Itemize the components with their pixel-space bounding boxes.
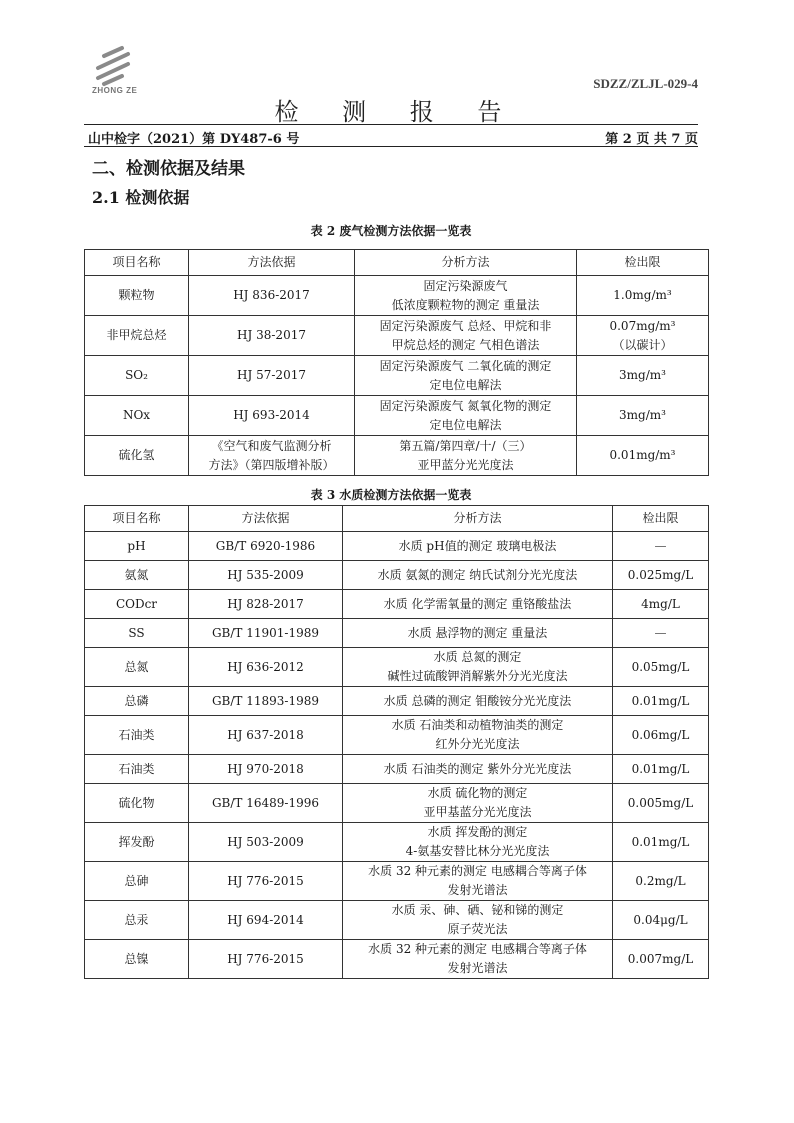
analysis-method-cell (343, 940, 613, 979)
item-name-cell (85, 316, 189, 356)
table-row (85, 784, 709, 823)
item-name-cell (85, 436, 189, 476)
method-basis-cell (189, 436, 355, 476)
table-row (85, 590, 709, 619)
item-name-cell-text: 石油类 (118, 727, 155, 742)
table-row (85, 316, 709, 356)
item-name-cell (85, 823, 189, 862)
table-header-row (85, 250, 709, 276)
analysis-method-cell-text: 亚甲蓝分光光度法 (417, 457, 514, 472)
method-basis-cell (189, 862, 343, 901)
subsection-heading: 2.1 检测依据 (92, 188, 190, 207)
item-name-cell (85, 590, 189, 619)
column-header: 方法依据 (189, 506, 343, 532)
method-basis-cell-text: HJ 836-2017 (233, 288, 310, 302)
table-row (85, 940, 709, 979)
detection-limit-cell-text: 0.005mg/L (627, 795, 694, 810)
analysis-method-cell (343, 716, 613, 755)
item-name-cell-text: 颗粒物 (118, 288, 155, 302)
detection-limit-cell (577, 436, 709, 476)
item-name-cell (85, 619, 189, 648)
column-header: 分析方法 (343, 506, 613, 532)
method-basis-cell-text: HJ 38-2017 (237, 328, 306, 342)
detection-limit-cell (577, 276, 709, 316)
header-rule-bottom (84, 146, 698, 147)
table-header-row (85, 506, 709, 532)
item-name-cell (85, 532, 189, 561)
analysis-method-cell-text: 水质 总磷的测定 钼酸铵分光光度法 (383, 693, 572, 708)
table-row (85, 901, 709, 940)
detection-limit-cell (577, 396, 709, 436)
item-name-cell (85, 648, 189, 687)
method-basis-cell (189, 716, 343, 755)
table-row (85, 648, 709, 687)
item-name-cell (85, 356, 189, 396)
header-rule-top (84, 124, 698, 125)
analysis-method-cell-text: 水质 石油类的测定 紫外分光光度法 (383, 761, 572, 776)
method-basis-cell-text: GB/T 11893-1989 (211, 693, 320, 708)
column-header: 方法依据 (189, 250, 355, 276)
analysis-method-cell (355, 436, 577, 476)
method-basis-cell-text: HJ 828-2017 (227, 596, 304, 611)
method-basis-cell-text: HJ 776-2015 (227, 873, 304, 888)
column-header: 检出限 (577, 250, 709, 276)
document-code: SDZZ/ZLJL-029-4 (593, 76, 698, 91)
section-heading: 二、检测依据及结果 (92, 159, 245, 179)
method-basis-cell (189, 356, 355, 396)
analysis-method-cell-text: 甲烷总烃的测定 气相色谱法 (391, 337, 540, 352)
item-name-cell-text: CODcr (115, 596, 158, 611)
item-name-cell (85, 862, 189, 901)
analysis-method-cell (343, 755, 613, 784)
analysis-method-cell-text: 定电位电解法 (429, 377, 502, 392)
item-name-cell (85, 561, 189, 590)
method-basis-cell (189, 648, 343, 687)
detection-limit-cell (613, 823, 709, 862)
item-name-cell (85, 940, 189, 979)
detection-limit-cell (613, 687, 709, 716)
method-basis-cell (189, 561, 343, 590)
method-basis-cell (189, 823, 343, 862)
method-basis-cell (189, 532, 343, 561)
analysis-method-cell (343, 901, 613, 940)
analysis-method-cell (355, 316, 577, 356)
analysis-method-cell-text: 水质 32 种元素的测定 电感耦合等离子体 (368, 864, 587, 878)
analysis-method-cell-text: 碱性过硫酸钾消解紫外分光光度法 (387, 669, 568, 683)
column-header: 检出限 (613, 506, 709, 532)
detection-limit-cell (613, 619, 709, 648)
table-row (85, 716, 709, 755)
item-name-cell-text: 硫化物 (118, 795, 155, 810)
detection-limit-cell (613, 532, 709, 561)
method-basis-cell (189, 316, 355, 356)
analysis-method-cell-text: 水质 石油类和动植物油类的测定 (391, 718, 564, 732)
detection-limit-cell-text: 0.07mg/m³ (609, 318, 676, 333)
method-basis-cell (189, 901, 343, 940)
report-title: 检 测 报 告 (274, 98, 520, 126)
item-name-cell-text: 总磷 (124, 693, 149, 708)
table-row (85, 755, 709, 784)
analysis-method-cell (343, 648, 613, 687)
analysis-method-cell-text: 发射光谱法 (447, 883, 508, 897)
table-row (85, 532, 709, 561)
method-basis-cell (189, 590, 343, 619)
item-name-cell (85, 276, 189, 316)
detection-limit-cell-text: — (654, 538, 667, 553)
method-basis-cell-text: HJ 637-2018 (227, 727, 304, 742)
method-basis-cell-text: 方法》（第四版增补版） (208, 457, 335, 472)
analysis-method-cell-text: 低浓度颗粒物的测定 重量法 (391, 297, 540, 312)
detection-limit-cell (613, 648, 709, 687)
detection-limit-cell-text: 3mg/m³ (619, 408, 666, 422)
table-row (85, 619, 709, 648)
analysis-method-cell (343, 784, 613, 823)
detection-limit-cell-text: 1.0mg/m³ (613, 288, 672, 302)
detection-limit-cell (613, 940, 709, 979)
analysis-method-cell-text: 定电位电解法 (429, 417, 502, 432)
detection-limit-cell-text: 0.06mg/L (631, 727, 690, 742)
detection-limit-cell-text: 0.2mg/L (635, 873, 686, 888)
detection-limit-cell (613, 561, 709, 590)
detection-limit-cell (613, 862, 709, 901)
analysis-method-cell-text: 固定污染源废气 (423, 278, 508, 293)
method-basis-cell-text: GB/T 6920-1986 (215, 538, 316, 553)
table3-caption: 表 3 水质检测方法依据一览表 (310, 488, 472, 502)
item-name-cell-text: pH (127, 538, 146, 553)
table-row (85, 356, 709, 396)
method-basis-cell (189, 687, 343, 716)
method-basis-cell (189, 784, 343, 823)
item-name-cell-text: 非甲烷总烃 (106, 328, 167, 342)
detection-limit-cell (613, 716, 709, 755)
analysis-method-cell (355, 356, 577, 396)
water-quality-methods-table (84, 505, 709, 979)
table-row (85, 436, 709, 476)
item-name-cell-text: 总镍 (124, 951, 149, 966)
analysis-method-cell-text: 固定污染源废气 总烃、甲烷和非 (379, 318, 552, 333)
detection-limit-cell-text: 0.01mg/L (631, 761, 690, 776)
analysis-method-cell-text: 水质 汞、砷、硒、铋和锑的测定 (391, 903, 564, 917)
item-name-cell-text: 总汞 (124, 912, 149, 927)
analysis-method-cell-text: 红外分光光度法 (435, 737, 520, 751)
detection-limit-cell-text: 0.05mg/L (631, 659, 690, 674)
item-name-cell (85, 901, 189, 940)
detection-limit-cell-text: 0.007mg/L (627, 951, 694, 966)
analysis-method-cell-text: 水质 32 种元素的测定 电感耦合等离子体 (368, 942, 587, 956)
analysis-method-cell-text: 固定污染源废气 二氧化硫的测定 (379, 358, 552, 373)
analysis-method-cell-text: 第五篇/第四章/十/（三） (399, 438, 532, 453)
table-row (85, 823, 709, 862)
item-name-cell (85, 716, 189, 755)
analysis-method-cell-text: 亚甲基蓝分光光度法 (423, 805, 532, 819)
detection-limit-cell (577, 316, 709, 356)
method-basis-cell (189, 276, 355, 316)
item-name-cell-text: NOx (122, 408, 151, 422)
logo-text: ZHONG ZE (92, 86, 138, 95)
method-basis-cell (189, 619, 343, 648)
detection-limit-cell-text: — (654, 625, 667, 640)
detection-limit-cell-text: 0.01mg/L (631, 834, 690, 849)
detection-limit-cell-text: 0.04μg/L (633, 912, 688, 927)
detection-limit-cell-text: （以碳计） (612, 337, 673, 352)
method-basis-cell-text: HJ 503-2009 (227, 834, 304, 849)
analysis-method-cell-text: 水质 总氮的测定 (433, 650, 522, 664)
item-name-cell-text: 挥发酚 (118, 834, 155, 849)
table-row (85, 561, 709, 590)
item-name-cell-text: 总砷 (124, 873, 149, 888)
method-basis-cell-text: HJ 693-2014 (233, 408, 310, 422)
detection-limit-cell (613, 755, 709, 784)
analysis-method-cell (355, 276, 577, 316)
item-name-cell-text: 氨氮 (124, 567, 149, 582)
detection-limit-cell-text: 0.025mg/L (627, 567, 694, 582)
analysis-method-cell (355, 396, 577, 436)
detection-limit-cell-text: 0.01mg/L (631, 693, 690, 708)
analysis-method-cell (343, 862, 613, 901)
analysis-method-cell (343, 561, 613, 590)
table2-caption: 表 2 废气检测方法依据一览表 (310, 224, 472, 238)
detection-limit-cell (613, 901, 709, 940)
analysis-method-cell-text: 水质 氨氮的测定 纳氏试剂分光光度法 (377, 567, 578, 582)
analysis-method-cell-text: 水质 pH值的测定 玻璃电极法 (398, 538, 557, 553)
analysis-method-cell-text: 原子荧光法 (447, 922, 508, 936)
analysis-method-cell-text: 水质 挥发酚的测定 (427, 825, 528, 839)
method-basis-cell-text: HJ 776-2015 (227, 951, 304, 966)
item-name-cell (85, 687, 189, 716)
item-name-cell-text: 硫化氢 (118, 448, 155, 462)
column-header: 分析方法 (355, 250, 577, 276)
table-row (85, 276, 709, 316)
item-name-cell-text: 总氮 (124, 659, 149, 674)
method-basis-cell-text: HJ 636-2012 (227, 659, 304, 674)
analysis-method-cell (343, 590, 613, 619)
method-basis-cell-text: GB/T 16489-1996 (211, 795, 320, 810)
detection-limit-cell-text: 0.01mg/m³ (609, 448, 676, 462)
analysis-method-cell (343, 823, 613, 862)
analysis-method-cell-text: 水质 化学需氧量的测定 重铬酸盐法 (383, 596, 572, 611)
table-row (85, 396, 709, 436)
method-basis-cell (189, 396, 355, 436)
exhaust-gas-methods-table (84, 249, 709, 476)
item-name-cell-text: SO₂ (125, 368, 148, 382)
method-basis-cell-text: GB/T 11901-1989 (211, 625, 320, 640)
item-name-cell (85, 396, 189, 436)
page-indicator: 第 2 页 共 7 页 (605, 132, 698, 147)
table-row (85, 862, 709, 901)
column-header: 项目名称 (85, 506, 189, 532)
method-basis-cell-text: HJ 970-2018 (227, 761, 304, 776)
item-name-cell (85, 755, 189, 784)
analysis-method-cell-text: 固定污染源废气 氮氧化物的测定 (379, 398, 552, 413)
analysis-method-cell-text: 水质 悬浮物的测定 重量法 (407, 625, 548, 640)
method-basis-cell (189, 940, 343, 979)
analysis-method-cell (343, 532, 613, 561)
analysis-method-cell-text: 水质 硫化物的测定 (427, 786, 528, 800)
analysis-method-cell-text: 4-氨基安替比林分光光度法 (405, 844, 550, 858)
detection-limit-cell (577, 356, 709, 396)
analysis-method-cell (343, 619, 613, 648)
item-name-cell (85, 784, 189, 823)
method-basis-cell (189, 755, 343, 784)
column-header: 项目名称 (85, 250, 189, 276)
method-basis-cell-text: HJ 57-2017 (237, 368, 306, 382)
detection-limit-cell (613, 590, 709, 619)
detection-limit-cell-text: 4mg/L (641, 596, 680, 611)
table-row (85, 687, 709, 716)
item-name-cell-text: 石油类 (118, 761, 155, 776)
method-basis-cell-text: HJ 535-2009 (227, 567, 304, 582)
detection-limit-cell (613, 784, 709, 823)
method-basis-cell-text: HJ 694-2014 (227, 912, 304, 927)
method-basis-cell-text: 《空气和废气监测分析 (211, 438, 332, 453)
report-number: 山中检字（2021）第 DY487-6 号 (88, 132, 300, 147)
analysis-method-cell (343, 687, 613, 716)
analysis-method-cell-text: 发射光谱法 (447, 961, 508, 975)
detection-limit-cell-text: 3mg/m³ (619, 368, 666, 382)
item-name-cell-text: SS (128, 625, 145, 640)
